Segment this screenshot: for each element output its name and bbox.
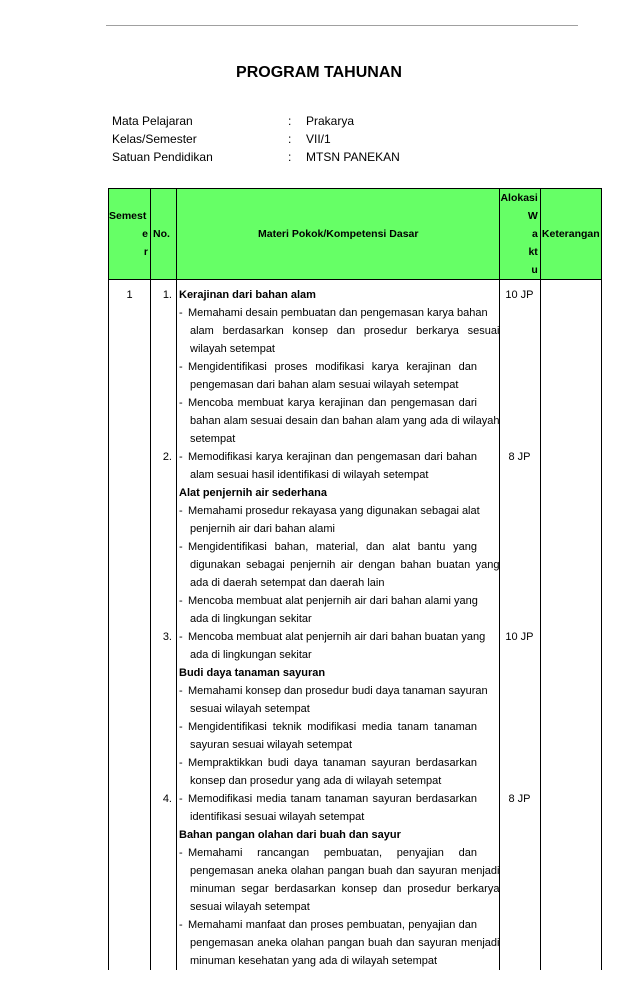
bullet-text: Mencoba membuat alat penjernih air dari bahan buatan yang <box>188 631 486 643</box>
info-colon: : <box>288 132 292 146</box>
header-alokasi-part: W <box>527 210 538 222</box>
bullet-item <box>177 754 499 772</box>
continuation-line: digunakan sebagai penjernih air dengan bahan buatan yang <box>190 559 500 571</box>
bullet-dash: - <box>179 505 183 517</box>
continuation-line: penjernih air dari bahan alami <box>190 523 335 535</box>
bullet-dash: - <box>179 307 183 319</box>
header-semester-part: r <box>143 246 148 258</box>
program-table <box>108 188 602 970</box>
bullet-item <box>177 448 499 466</box>
header-semester <box>109 189 151 280</box>
competency-number: 1. <box>162 289 172 301</box>
section-heading: Bahan pangan olahan dari buah dan sayur <box>179 829 401 841</box>
bullet-item <box>177 844 499 862</box>
continuation-line: identifikasi sesuai wilayah setempat <box>190 811 365 823</box>
info-value: VII/1 <box>306 132 331 146</box>
header-keterangan: Keterangan <box>540 189 601 280</box>
continuation-line: wilayah setempat <box>190 343 275 355</box>
info-label: Kelas/Semester <box>112 132 197 146</box>
bullet-item <box>177 358 499 376</box>
header-alokasi-part: Alokasi <box>500 192 538 204</box>
continuation-line: minuman kesehatan yang ada di wilayah setempat <box>190 955 438 967</box>
bullet-text: Mencoba membuat karya kerajinan dan pengemasan dari <box>188 397 477 409</box>
bullet-dash: - <box>179 721 183 733</box>
header-no: No. <box>151 189 177 280</box>
info-colon: : <box>288 150 292 164</box>
allocation-value: 10 JP <box>505 289 534 301</box>
bullet-text: Memahami manfaat dan proses pembuatan, penyajian dan <box>188 919 477 931</box>
continuation-line: konsep dan prosedur yang ada di wilayah setempat <box>190 775 442 787</box>
bullet-text: Mengidentifikasi proses modifikasi karya kerajinan dan <box>188 361 477 373</box>
allocation-cell <box>500 280 540 971</box>
bullet-text: Memahami konsep dan prosedur budi daya tanaman sayuran <box>188 685 488 697</box>
continuation-line: sayuran sesuai wilayah setempat <box>190 739 353 751</box>
continuation-line: alam sesuai hasil identifikasi di wilayah setempat <box>190 469 429 481</box>
continuation-line: ada di lingkungan sekitar <box>190 649 312 661</box>
competency-number: 4. <box>162 793 172 805</box>
keterangan-cell <box>540 280 601 971</box>
continuation-line: ada di daerah setempat dan daerah lain <box>190 577 385 589</box>
info-label: Mata Pelajaran <box>112 114 193 128</box>
header-alokasi-part: u <box>531 264 538 276</box>
allocation-value: 8 JP <box>508 793 531 805</box>
header-semester-part: e <box>142 228 148 240</box>
continuation-line: sesuai wilayah setempat <box>190 703 310 715</box>
bullet-item <box>177 304 499 322</box>
bullet-text: Mengidentifikasi teknik modifikasi media tanam tanaman <box>188 721 477 733</box>
bullet-text: Mengidentifikasi bahan, material, dan alat bantu yang <box>188 541 477 553</box>
allocation-value: 8 JP <box>508 451 531 463</box>
header-materi: Materi Pokok/Kompetensi Dasar <box>177 189 500 280</box>
section-heading: Alat penjernih air sederhana <box>179 487 327 499</box>
continuation-line: minuman segar berdasarkan konsep dan prosedur berkarya <box>190 883 500 895</box>
bullet-text: Memahami rancangan pembuatan, penyajian dan <box>188 847 477 859</box>
allocation-value: 10 JP <box>505 631 534 643</box>
bullet-item <box>177 916 499 934</box>
bullet-dash: - <box>179 793 183 805</box>
bullet-item <box>177 394 499 412</box>
header-alokasi-part: a <box>531 228 538 240</box>
number-cell <box>151 280 177 971</box>
continuation-line: setempat <box>190 433 236 445</box>
info-value: MTSN PANEKAN <box>306 150 400 164</box>
semester-value: 1 <box>126 289 133 301</box>
bullet-item <box>177 718 499 736</box>
bullet-text: Memodifikasi media tanam tanaman sayuran berdasarkan <box>188 793 477 805</box>
bullet-text: Memahami prosedur rekayasa yang digunakan sebagai alat <box>188 505 480 517</box>
bullet-dash: - <box>179 685 183 697</box>
bullet-text: Memodifikasi karya kerajinan dan pengemasan dari bahan <box>188 451 477 463</box>
bullet-item <box>177 628 499 646</box>
bullet-item <box>177 502 499 520</box>
header-alokasi-part: kt <box>528 246 538 258</box>
page-title: PROGRAM TAHUNAN <box>236 64 402 81</box>
continuation-line: pengemasan dari bahan alam sesuai wilayah setempat <box>190 379 459 391</box>
continuation-line: pengemasan aneka olahan pangan buah dan sayuran menjadi <box>190 937 500 949</box>
info-value: Prakarya <box>306 114 355 128</box>
bullet-text: Mencoba membuat alat penjernih air dari bahan alami yang <box>188 595 478 607</box>
bullet-dash: - <box>179 541 183 553</box>
header-alokasi <box>500 189 540 280</box>
header-rule <box>106 25 578 26</box>
header-semester-part: Semest <box>109 210 147 222</box>
competency-number: 2. <box>162 451 172 463</box>
table-header-row <box>109 189 602 280</box>
table-row <box>109 280 602 971</box>
continuation-line: sesuai wilayah setempat <box>190 901 310 913</box>
bullet-item <box>177 538 499 556</box>
continuation-line: pengemasan aneka olahan pangan buah dan sayuran menjadi <box>190 865 500 877</box>
bullet-dash: - <box>179 451 183 463</box>
bullet-dash: - <box>179 361 183 373</box>
bullet-dash: - <box>179 397 183 409</box>
materi-cell <box>177 280 500 971</box>
section-heading: Budi daya tanaman sayuran <box>179 667 326 679</box>
continuation-line: bahan alam sesuai desain dan bahan alam yang ada di wilayah <box>190 415 500 427</box>
semester-cell <box>109 280 151 971</box>
section-heading: Kerajinan dari bahan alam <box>179 289 316 301</box>
bullet-item <box>177 682 499 700</box>
bullet-item <box>177 790 499 808</box>
bullet-dash: - <box>179 595 183 607</box>
continuation-line: alam berdasarkan konsep dan prosedur berkarya sesuai <box>190 325 500 337</box>
bullet-item <box>177 592 499 610</box>
bullet-dash: - <box>179 757 183 769</box>
bullet-dash: - <box>179 919 183 931</box>
bullet-dash: - <box>179 631 183 643</box>
bullet-text: Mempraktikkan budi daya tanaman sayuran berdasarkan <box>188 757 477 769</box>
continuation-line: ada di lingkungan sekitar <box>190 613 312 625</box>
bullet-dash: - <box>179 847 183 859</box>
bullet-text: Memahami desain pembuatan dan pengemasan karya bahan <box>188 307 488 319</box>
competency-number: 3. <box>162 631 172 643</box>
info-colon: : <box>288 114 292 128</box>
info-label: Satuan Pendidikan <box>112 150 213 164</box>
